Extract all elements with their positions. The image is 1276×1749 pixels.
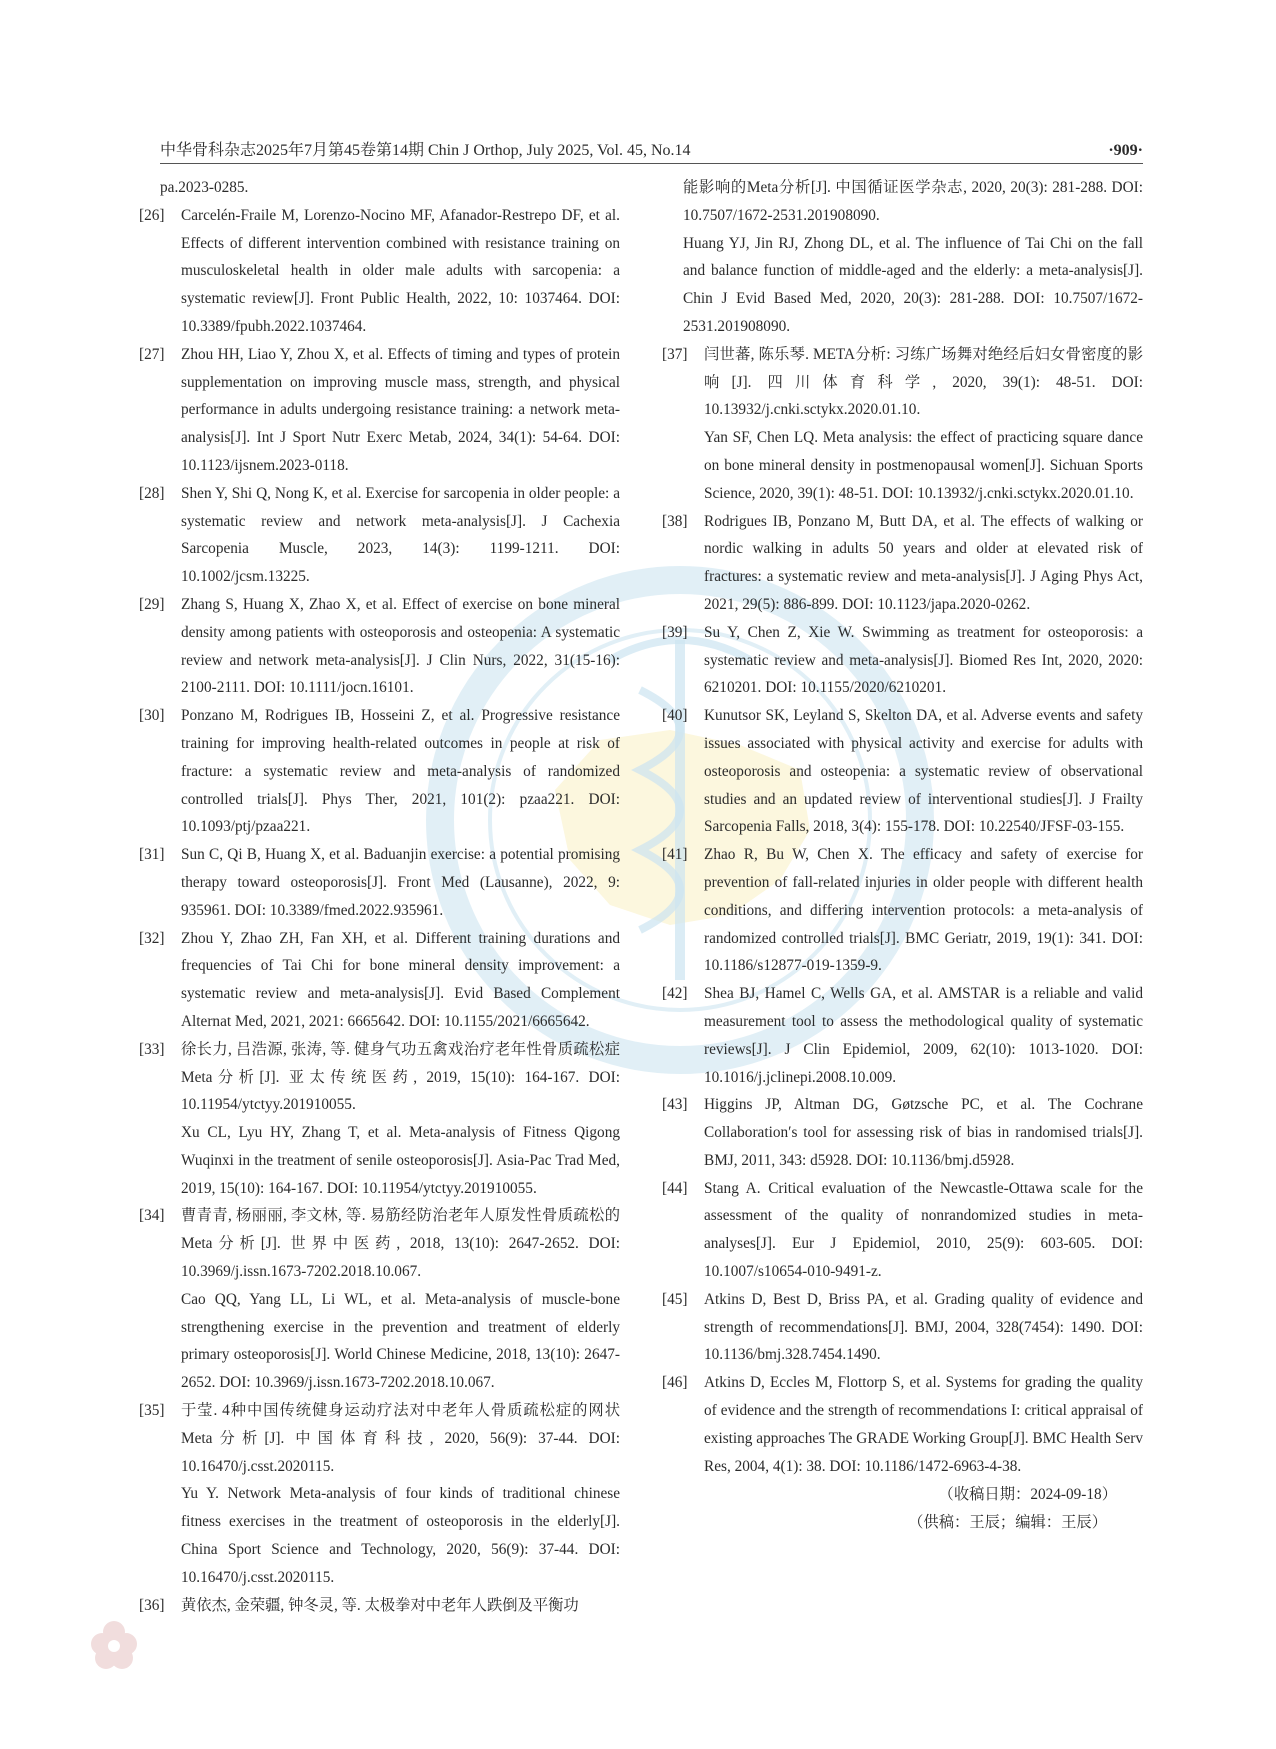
reference-entry — [662, 619, 1143, 702]
reference-entry — [662, 1091, 1143, 1174]
reference-continuation-en: Huang YJ, Jin RJ, Zhong DL, et al. The influence of Tai Chi on the fall and balance function of middle-aged and the elderly: a meta-analysis[J]. Chin J Evid Based Med, 2020, 20(3): 281-288. DOI: 10.7507/1672-2531.201908090. — [683, 234, 1143, 335]
reference-number: [42] — [662, 985, 688, 1003]
reference-text: Shen Y, Shi Q, Nong K, et al. Exercise for sarcopenia in older people: a systematic review and network meta-analysis[J]. J Cachexia Sarcopenia Muscle, 2023, 14(3): 1199-1211. DOI: 10.1002/jcsm.13225. — [181, 484, 620, 586]
reference-entry — [662, 702, 1143, 841]
reference-text: Atkins D, Eccles M, Flottorp S, et al. Systems for grading the quality of evidence and the strength of recommendations I: critical appraisal of existing approaches The GRADE Working Group[J]. BMC Health Serv Res, 2004, 4(1): 38. DOI: 10.1186/1472-6963-4-38. — [704, 1374, 1143, 1475]
reference-entry — [662, 341, 1143, 508]
reference-entry — [662, 1175, 1143, 1286]
reference-text: Kunutsor SK, Leyland S, Skelton DA, et al. Adverse events and safety issues associated with physical activity and exercise for adults with osteoporosis and osteopenia: a systematic review of observational studies and an updated review of interventional studies[J]. J Frailty Sarcopenia Falls, 2018, 3(4): 155-178. DOI: 10.22540/JFSF-03-155. — [704, 707, 1143, 836]
reference-number: [34] — [139, 1207, 165, 1225]
reference-number: [37] — [662, 345, 688, 363]
page-number: ·909· — [1108, 142, 1143, 159]
reference-entry — [139, 1397, 620, 1592]
reference-text: 徐长力, 吕浩源, 张涛, 等. 健身气功五禽戏治疗老年性骨质疏松症Meta分析[J]. 亚太传统医药, 2019, 15(10): 164-167. DOI: 10.11954/ytctyy.201910055. — [181, 1040, 620, 1114]
reference-number: [28] — [139, 484, 165, 502]
reference-text: 于莹. 4种中国传统健身运动疗法对中老年人骨质疏松症的网状Meta分析[J]. 中国体育科技, 2020, 56(9): 37-44. DOI: 10.16470/j.csst.2020115. — [181, 1402, 620, 1475]
reference-number: [41] — [662, 846, 688, 864]
right-column — [662, 174, 1143, 1537]
reference-text: Rodrigues IB, Ponzano M, Butt DA, et al. The effects of walking or nordic walking in adults 50 years and older at elevated risk of fractures: a systematic review and meta-analysis[J]. J Aging Phys Act, 2021, 29(5): 886-899. DOI: 10.1123/japa.2020-0262. — [704, 512, 1143, 613]
reference-text-translation: Cao QQ, Yang LL, Li WL, et al. Meta-analysis of muscle-bone strengthening exercise in the prevention and treatment of elderly primary osteoporosis[J]. World Chinese Medicine, 2018, 13(10): 2647-2652. DOI: 10.3969/j.issn.1673-7202.2018.10.067. — [181, 1290, 620, 1392]
editor-note: （供稿：王辰；编辑：王辰） — [908, 1514, 1107, 1532]
reference-continuation: pa.2023-0285. — [160, 179, 249, 196]
reference-entry — [139, 591, 620, 702]
reference-number: [43] — [662, 1096, 688, 1114]
reference-entry — [139, 1036, 620, 1203]
reference-number: [26] — [139, 206, 165, 224]
reference-entry — [139, 925, 620, 1036]
reference-text: Su Y, Chen Z, Xie W. Swimming as treatment for osteoporosis: a systematic review and meta-analysis[J]. Biomed Res Int, 2020, 2020: 6210201. DOI: 10.1155/2020/6210201. — [704, 623, 1143, 697]
reference-number: [45] — [662, 1290, 688, 1308]
reference-text: Stang A. Critical evaluation of the Newcastle-Ottawa scale for the assessment of the quality of nonrandomized studies in meta-analyses[J]. Eur J Epidemiol, 2010, 25(9): 603-605. DOI: 10.1007/s10654-010-9491-z. — [704, 1179, 1143, 1281]
reference-number: [33] — [139, 1040, 165, 1058]
reference-entry — [662, 980, 1143, 1091]
reference-entry — [139, 480, 620, 591]
reference-text: Atkins D, Best D, Briss PA, et al. Grading quality of evidence and strength of recommendations[J]. BMJ, 2004, 328(7454): 1490. DOI: 10.1136/bmj.328.7454.1490. — [704, 1290, 1143, 1364]
reference-number: [35] — [139, 1402, 165, 1420]
reference-entry — [662, 508, 1143, 619]
reference-number: [31] — [139, 846, 165, 864]
reference-number: [40] — [662, 707, 688, 725]
reference-text: Carcelén-Fraile M, Lorenzo-Nocino MF, Afanador-Restrepo DF, et al. Effects of different intervention combined with resistance training on musculoskeletal health in older male adults with sarcopenia: a systematic review[J]. Front Public Health, 2022, 10: 1037464. DOI: 10.3389/fpubh.2022.1037464. — [181, 206, 620, 335]
reference-entry — [662, 841, 1143, 980]
reference-text: Zhou Y, Zhao ZH, Fan XH, et al. Different training durations and frequencies of Tai Chi for bone mineral density improvement: a systematic review and meta-analysis[J]. Evid Based Complement Alternat Med, 2021, 2021: 6665642. DOI: 10.1155/2021/6665642. — [181, 929, 620, 1030]
reference-text: Zhao R, Bu W, Chen X. The efficacy and safety of exercise for prevention of fall-related injuries in older people with different health conditions, and differing intervention protocols: a meta-analysis of randomized controlled trials[J]. BMC Geriatr, 2019, 19(1): 341. DOI: 10.1186/s12877-019-1359-9. — [704, 846, 1143, 975]
reference-text: 闫世蕃, 陈乐琴. META分析: 习练广场舞对绝经后妇女骨密度的影响[J]. 四川体育科学, 2020, 39(1): 48-51. DOI: 10.13932/j.cnki.sctykx.2020.01.10. — [704, 345, 1143, 419]
reference-text: Ponzano M, Rodrigues IB, Hosseini Z, et al. Progressive resistance training for improving health-related outcomes in people at risk of fracture: a systematic review and meta-analysis of randomized controlled trials[J]. Phys Ther, 2021, 101(2): pzaa221. DOI: 10.1093/ptj/pzaa221. — [181, 707, 620, 836]
running-header — [160, 140, 1143, 170]
reference-text: 黄依杰, 金荣疆, 钟冬灵, 等. 太极拳对中老年人跌倒及平衡功 — [181, 1596, 579, 1614]
reference-text: Shea BJ, Hamel C, Wells GA, et al. AMSTAR is a reliable and valid measurement tool to assess the methodological quality of systematic reviews[J]. J Clin Epidemiol, 2009, 62(10): 1013-1020. DOI: 10.1016/j.jclinepi.2008.10.009. — [704, 985, 1143, 1086]
reference-number: [39] — [662, 623, 688, 641]
publisher-logo — [86, 1612, 606, 1682]
left-column — [139, 174, 620, 1619]
reference-number: [46] — [662, 1374, 688, 1392]
reference-entry — [139, 702, 620, 841]
reference-list-right — [662, 341, 1143, 1481]
reference-number: [27] — [139, 345, 165, 363]
reference-number: [29] — [139, 595, 165, 613]
reference-entry — [139, 841, 620, 924]
reference-text-translation: Yu Y. Network Meta-analysis of four kinds of traditional chinese fitness exercises in the treatment of osteoporosis in the elderly[J]. China Sport Science and Technology, 2020, 56(9): 37-44. DOI: 10.16470/j.csst.2020115. — [181, 1485, 620, 1586]
reference-text: 曹青青, 杨丽丽, 李文林, 等. 易筋经防治老年人原发性骨质疏松的Meta分析[J]. 世界中医药, 2018, 13(10): 2647-2652. DOI: 10.3969/j.issn.1673-7202.2018.10.067. — [181, 1207, 620, 1281]
publisher-flower-icon — [86, 1616, 142, 1672]
header-divider — [160, 163, 1143, 164]
reference-list-left — [139, 202, 620, 1620]
reference-entry — [662, 1369, 1143, 1480]
reference-text: Zhang S, Huang X, Zhao X, et al. Effect of exercise on bone mineral density among patients with osteoporosis and osteopenia: A systematic review and network meta-analysis[J]. J Clin Nurs, 2022, 31(15-16): 2100-2111. DOI: 10.1111/jocn.16101. — [181, 595, 620, 697]
reference-entry — [139, 341, 620, 480]
reference-entry — [662, 1286, 1143, 1369]
reference-text-translation: Yan SF, Chen LQ. Meta analysis: the effect of practicing square dance on bone mineral density in postmenopausal women[J]. Sichuan Sports Science, 2020, 39(1): 48-51. DOI: 10.13932/j.cnki.sctykx.2020.01.10. — [704, 429, 1143, 502]
received-date: （收稿日期：2024-09-18） — [938, 1486, 1117, 1504]
reference-text: Higgins JP, Altman DG, Gøtzsche PC, et al. The Cochrane Collaboration′s tool for assessing risk of bias in randomised trials[J]. BMJ, 2011, 343: d5928. DOI: 10.1136/bmj.d5928. — [704, 1096, 1143, 1169]
reference-number: [36] — [139, 1596, 165, 1614]
reference-number: [44] — [662, 1179, 688, 1197]
reference-number: [30] — [139, 707, 165, 725]
reference-continuation-zh: 能影响的Meta分析[J]. 中国循证医学杂志, 2020, 20(3): 281-288. DOI: 10.7507/1672-2531.201908090. — [683, 179, 1143, 224]
reference-entry — [139, 202, 620, 341]
reference-number: [38] — [662, 512, 688, 530]
reference-entry — [139, 1202, 620, 1397]
reference-text: Sun C, Qi B, Huang X, et al. Baduanjin exercise: a potential promising therapy toward osteoporosis[J]. Front Med (Lausanne), 2022, 9: 935961. DOI: 10.3389/fmed.2022.935961. — [181, 846, 620, 919]
reference-text-translation: Xu CL, Lyu HY, Zhang T, et al. Meta-analysis of Fitness Qigong Wuqinxi in the treatment of senile osteoporosis[J]. Asia-Pac Trad Med, 2019, 15(10): 164-167. DOI: 10.11954/ytctyy.201910055. — [181, 1124, 620, 1197]
reference-text: Zhou HH, Liao Y, Zhou X, et al. Effects of timing and types of protein supplementation on improving muscle mass, strength, and physical performance in adults undergoing resistance training: a network meta-analysis[J]. Int J Sport Nutr Exerc Metab, 2024, 34(1): 54-64. DOI: 10.1123/ijsnem.2023-0118. — [181, 345, 620, 474]
reference-number: [32] — [139, 929, 165, 947]
journal-citation: 中华骨科杂志2025年7月第45卷第14期 Chin J Orthop, July 2025, Vol. 45, No.14 — [160, 142, 691, 159]
